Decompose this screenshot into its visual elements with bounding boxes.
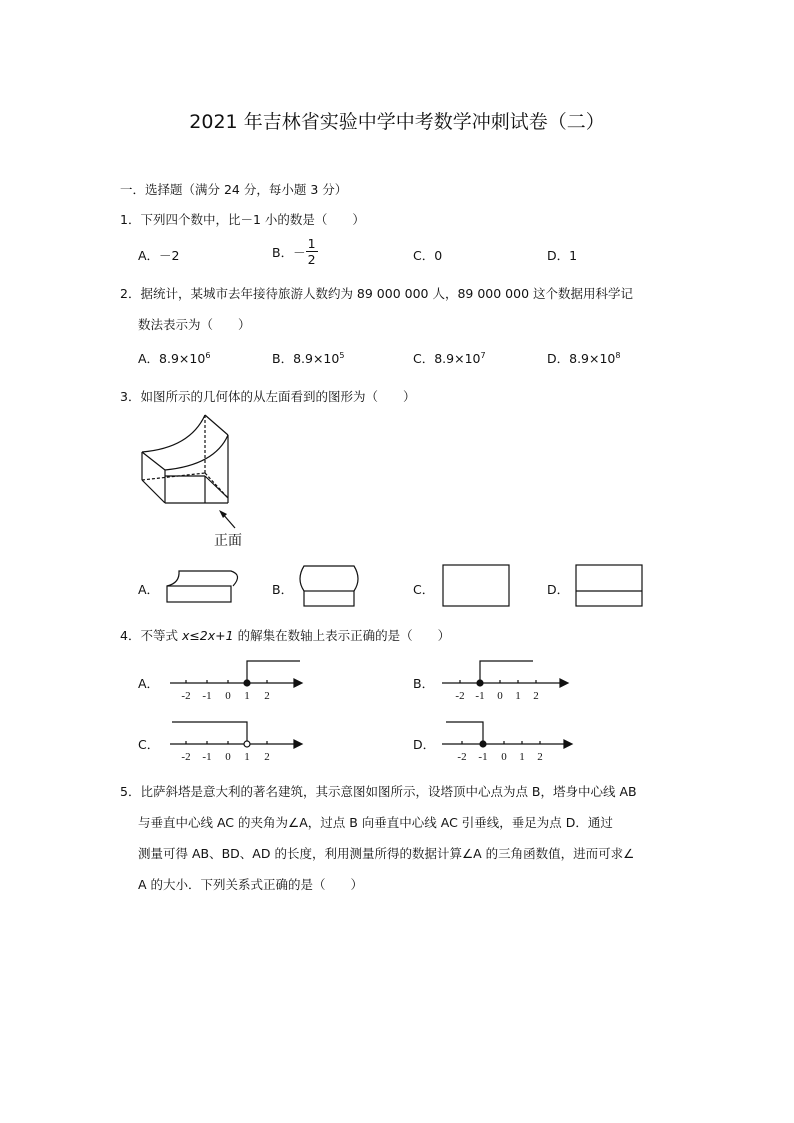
question-4-stem	[120, 626, 450, 644]
tick-label: 2	[264, 690, 270, 702]
q1-option-b[interactable]	[272, 236, 318, 267]
tick-label: 0	[497, 690, 503, 702]
q4-inequality: x≤2x+1	[181, 628, 234, 643]
q4-option-a[interactable]: A．	[138, 676, 160, 691]
tick-label: 2	[537, 751, 543, 763]
tick-label: 1	[244, 690, 250, 702]
tick-label: -2	[181, 690, 191, 702]
fraction-denominator: 2	[307, 252, 316, 267]
question-5-line4: A 的大小．下列关系式正确的是（ ）	[138, 877, 364, 892]
q2-option-a-exponent: 6	[205, 351, 211, 360]
q2-option-a[interactable]	[138, 349, 210, 367]
q4-option-b[interactable]: B．	[413, 676, 435, 691]
q3-option-b-figure	[298, 563, 363, 609]
q4-option-a-numberline	[162, 655, 307, 705]
solid-figure	[130, 410, 250, 545]
q3-option-c-figure	[440, 563, 512, 609]
tick-label: -1	[202, 751, 212, 763]
question-3-stem: 3．如图所示的几何体的从左面看到的图形为（ ）	[120, 389, 416, 404]
question-2-stem-line2: 数法表示为（ ）	[138, 317, 251, 332]
q3-option-a-figure	[163, 563, 243, 607]
q4-option-c[interactable]: C．	[138, 737, 160, 752]
tick-label: -2	[457, 751, 467, 763]
q4-option-d[interactable]: D．	[413, 737, 436, 752]
tick-label: 1	[244, 751, 250, 763]
q2-option-c[interactable]	[413, 349, 486, 367]
q4-stem-prefix: 4．不等式	[120, 628, 182, 643]
tick-label: 0	[501, 751, 507, 763]
tick-label: 2	[533, 690, 539, 702]
q4-stem-suffix: 的解集在数轴上表示正确的是（ ）	[233, 628, 451, 643]
tick-label: -2	[181, 751, 191, 763]
q2-option-b-base: B．8.9×10	[272, 351, 340, 366]
q2-option-c-base: C．8.9×10	[413, 351, 481, 366]
q2-option-b[interactable]	[272, 349, 344, 367]
q3-option-c[interactable]: C．	[413, 582, 435, 597]
q1-option-b-fraction	[306, 236, 318, 267]
q3-option-d-figure	[573, 563, 645, 609]
q2-option-d[interactable]	[547, 349, 620, 367]
q1-option-c[interactable]: C．0	[413, 248, 443, 263]
question-5-line2: 与垂直中心线 AC 的夹角为∠A，过点 B 向垂直中心线 AC 引垂线，垂足为点 D．通过	[138, 815, 613, 830]
q1-option-b-prefix: B．－	[272, 244, 306, 260]
tick-label: -1	[475, 690, 485, 702]
question-5-line3: 测量可得 AB、BD、AD 的长度，利用测量所得的数据计算∠A 的三角函数值，进而可求∠	[138, 846, 635, 861]
page-title: 2021 年吉林省实验中学中考数学冲刺试卷（二）	[189, 111, 605, 133]
q3-option-a[interactable]: A．	[138, 582, 160, 597]
question-5-line1: 5．比萨斜塔是意大利的著名建筑，其示意图如图所示，设塔顶中心点为点 B，塔身中心线 AB	[120, 784, 637, 799]
tick-label: 2	[264, 751, 270, 763]
question-1-stem: 1．下列四个数中，比－1 小的数是（ ）	[120, 212, 365, 227]
q2-option-d-base: D．8.9×10	[547, 351, 616, 366]
q2-option-c-exponent: 7	[480, 351, 486, 360]
fraction-numerator: 1	[307, 236, 316, 251]
q3-option-d[interactable]: D．	[547, 582, 570, 597]
question-2-stem-line1: 2．据统计，某城市去年接待旅游人数约为 89 000 000 人，89 000 000 这个数据用科学记	[120, 286, 634, 301]
tick-label: -2	[455, 690, 465, 702]
section-heading: 一．选择题（满分 24 分，每小题 3 分）	[120, 182, 348, 197]
q4-option-b-numberline	[436, 655, 581, 705]
q1-option-a[interactable]: A．－2	[138, 248, 180, 263]
tick-label: -1	[202, 690, 212, 702]
tick-label: -1	[478, 751, 488, 763]
tick-label: 1	[519, 751, 525, 763]
q4-option-d-numberline	[436, 716, 581, 766]
tick-label: 0	[225, 751, 231, 763]
q3-option-b[interactable]: B．	[272, 582, 294, 597]
q2-option-a-base: A．8.9×10	[138, 351, 206, 366]
tick-label: 0	[225, 690, 231, 702]
q4-option-c-numberline	[162, 716, 307, 766]
q1-option-d[interactable]: D．1	[547, 248, 578, 263]
q2-option-d-exponent: 8	[615, 351, 621, 360]
tick-label: 1	[515, 690, 521, 702]
front-label: 正面	[214, 533, 242, 549]
q2-option-b-exponent: 5	[339, 351, 345, 360]
